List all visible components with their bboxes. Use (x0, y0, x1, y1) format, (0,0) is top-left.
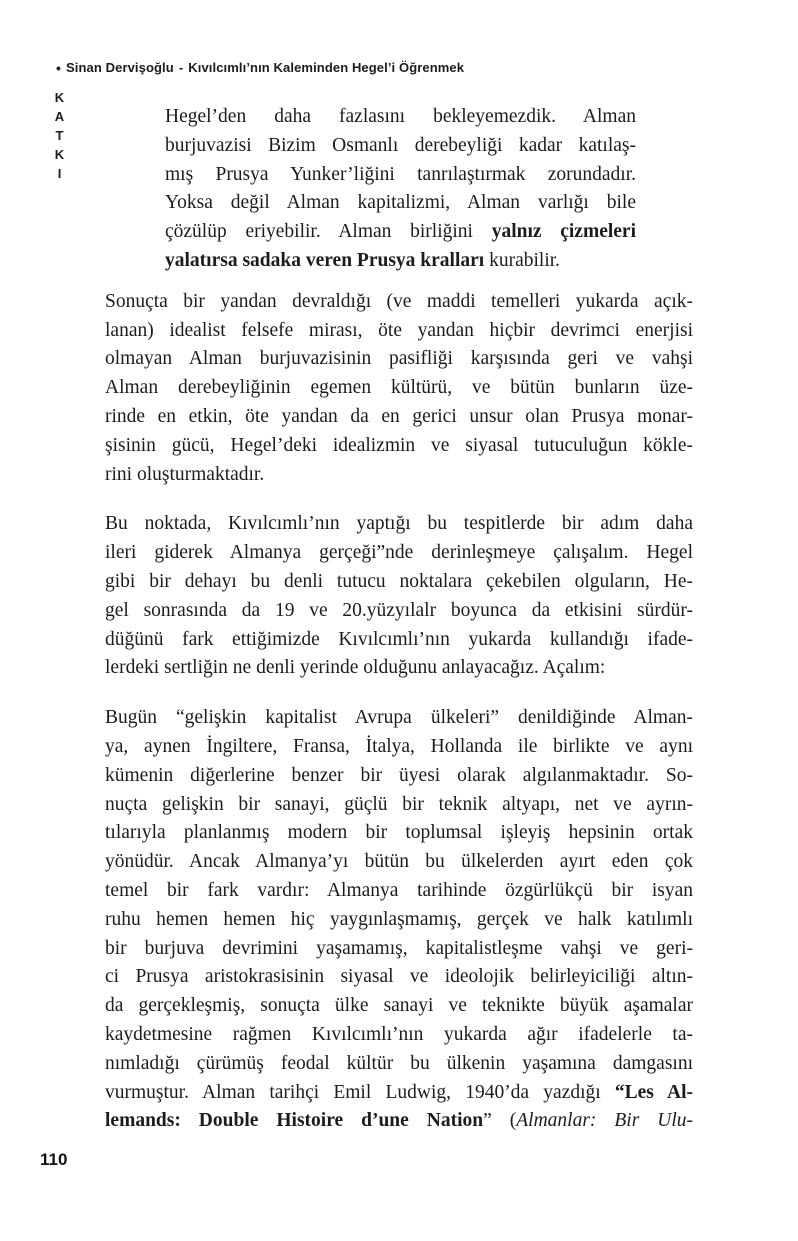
text-line: lanan) idealist felsefe mirası, öte yandan hiçbir devrimci enerjisi (105, 319, 693, 341)
text-line: gibi bir dehayı bu denli tutucu noktalara çekebilen olguların, He- (105, 570, 693, 592)
text-line: rinde en etkin, öte yandan da en gerici unsur olan Prusya monar- (105, 405, 693, 427)
text-line: kaydetmesine rağmen Kıvılcımlı’nın yukarda ağır ifadelerle ta- (105, 1023, 693, 1045)
text-line: olmayan Alman burjuvazisinin pasifliği karşısında geri ve vahşi (105, 348, 693, 370)
text-line: lerdeki sertliğin ne denli yerinde olduğunu anlayacağız. Açalım: (105, 657, 606, 679)
text-line: ileri giderek Almanya gerçeği”nde derinleşmeye çalışalım. Hegel (105, 542, 693, 564)
text-column (105, 103, 693, 1157)
page-number: 110 (40, 1150, 68, 1169)
text-line: gel sonrasında da 19 ve 20.yüzyılalr boyunca da etkisini sürdür- (105, 599, 693, 621)
text-line: da gerçekleşmiş, sonuçta ülke sanayi ve teknikte büyük aşamalar (105, 995, 693, 1017)
text-line: yönüdür. Ancak Almanya’yı bütün bu ülkelerden ayırt eden çok (105, 851, 693, 873)
text-line: yalatırsa sadaka veren Prusya kralları kurabilir. (165, 249, 561, 271)
bullet-icon: • (56, 59, 62, 76)
text-line: tılarıyla planlanmış modern bir toplumsal işleyiş hepsinin ortak (105, 822, 693, 844)
paragraph (105, 510, 693, 683)
text-line: çözülüp eriyebilir. Alman birliğini yalnız çizmeleri (165, 221, 637, 243)
text-line: Bu noktada, Kıvılcımlı’nın yaptığı bu tespitlerde bir adım daha (105, 513, 693, 535)
paragraph (105, 288, 693, 490)
text-line: Hegel’den daha fazlasını bekleyemezdik. Alman (165, 106, 636, 127)
running-header (56, 60, 464, 75)
text-line: Alman derebeyliğinin egemen kültürü, ve bütün bunların üze- (105, 377, 693, 399)
paragraph (105, 704, 693, 1136)
text-line: Sonuçta bir yandan devraldığı (ve maddi temelleri yukarda açık- (105, 290, 693, 312)
text-line: burjuvazisi Bizim Osmanlı derebeyliği kadar katılaş- (165, 134, 636, 156)
text-line: ci Prusya aristokrasisinin siyasal ve ideolojik belirleyiciliği altın- (105, 966, 693, 988)
header-separator: - (178, 60, 184, 75)
text-line: Yoksa değil Alman kapitalizmi, Alman varlığı bile (165, 192, 636, 214)
text-line: ruhu hemen hemen hiç yaygınlaşmamış, gerçek ve halk katılımlı (105, 908, 693, 930)
text-line: nımladığı çürümüş feodal kültür bu ülkenin yaşamına damgasını (105, 1052, 693, 1074)
text-line: nuçta gelişkin bir sanayi, güçlü bir teknik altyapı, net ve ayrın- (105, 793, 693, 815)
text-line: mış Prusya Yunker’liğini tanrılaştırmak zorundadır. (165, 163, 636, 185)
text-line: bir burjuva devrimini yaşamamış, kapitalistleşme vahşi ve geri- (105, 937, 693, 959)
header-title: Kıvılcımlı’nın Kaleminden Hegel’i Öğrenmek (188, 60, 465, 75)
text-line: ya, aynen İngiltere, Fransa, İtalya, Hollanda ile birlikte ve aynı (105, 735, 693, 757)
text-line: lemands: Double Histoire d’une Nation” (Almanlar: Bir Ulu- (105, 1110, 694, 1132)
quote-block (105, 103, 693, 276)
text-line: Bugün “gelişkin kapitalist Avrupa ülkeleri” denildiğinde Alman- (105, 707, 693, 729)
header-author: Sinan Dervişoğlu (66, 60, 174, 75)
text-line: düğünü fark ettiğimizde Kıvılcımlı’nın yukarda kullandığı ifade- (105, 628, 693, 650)
text-line: vurmuştur. Alman tarihçi Emil Ludwig, 1940’da yazdığı “Les Al- (105, 1081, 694, 1103)
text-line: temel bir fark vardır: Almanya tarihinde özgürlükçü bir isyan (105, 879, 693, 901)
text-line: rini oluşturmaktadır. (105, 463, 265, 485)
text-line: kümenin diğerlerine benzer bir üyesi olarak algılanmaktadır. So- (105, 764, 693, 786)
text-line: şisinin gücü, Hegel’deki idealizmin ve siyasal tutuculuğun kökle- (105, 434, 693, 456)
margin-label-katki: KATKI (52, 90, 67, 185)
